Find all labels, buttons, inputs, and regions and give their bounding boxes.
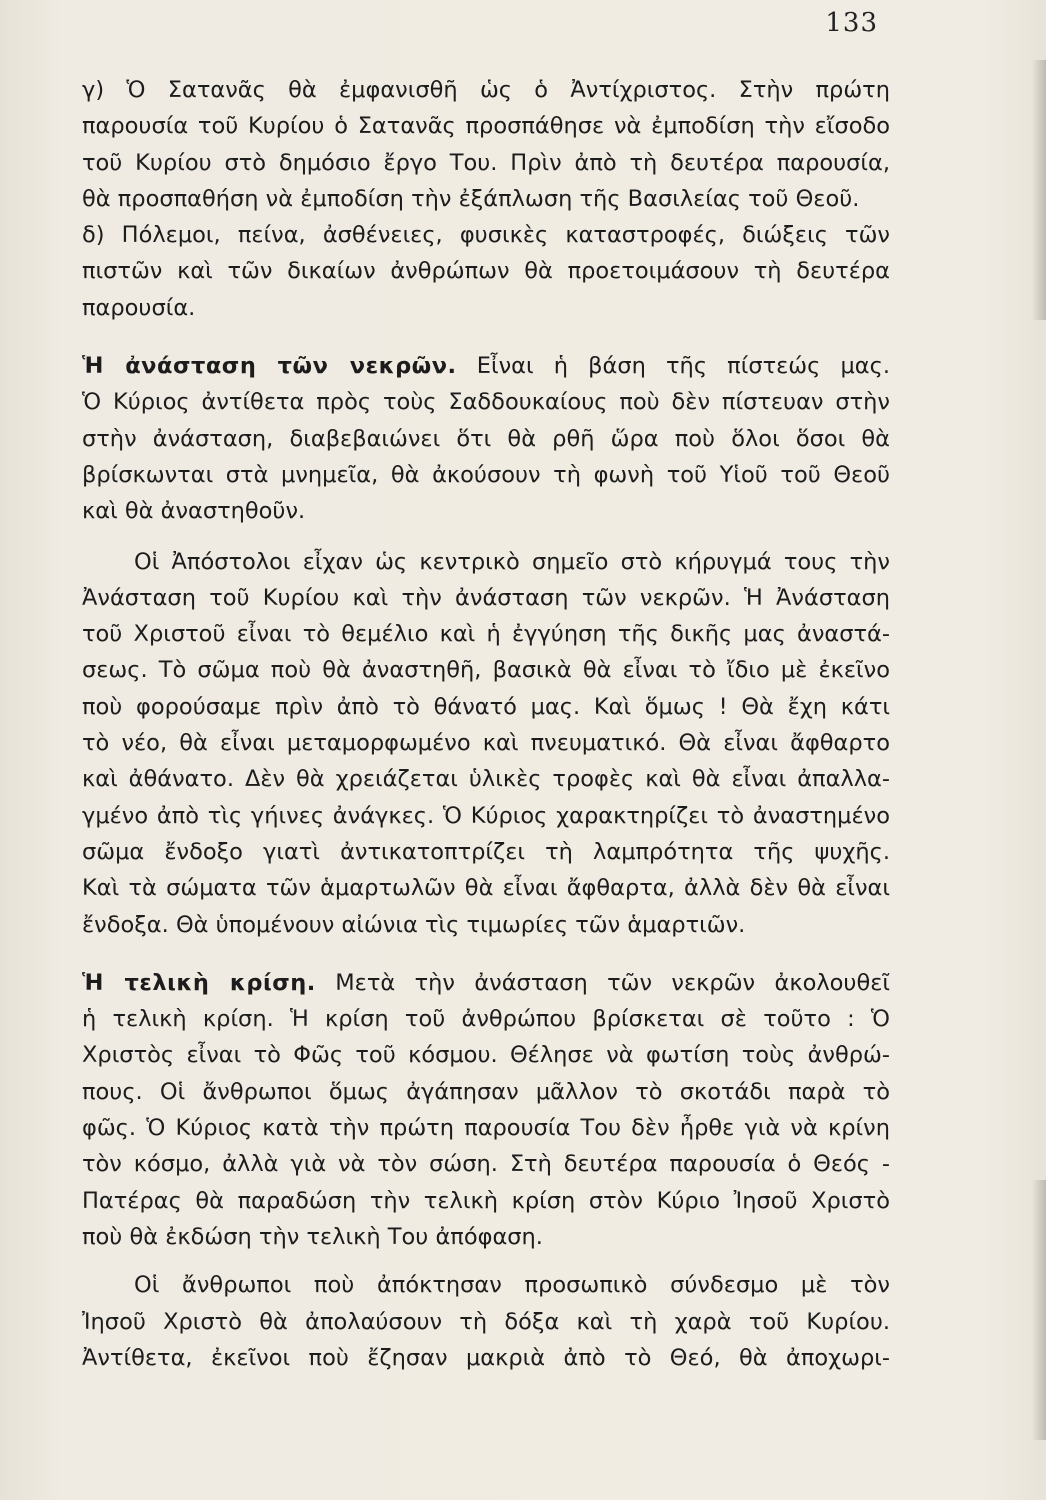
text-line bbox=[82, 965, 890, 1001]
paragraph bbox=[82, 348, 890, 529]
text-line: καὶ ἀθάνατο. Δὲν θὰ χρειάζεται ὑλικὲς τροφὲς καὶ θὰ εἶναι ἀπαλλα- bbox=[82, 766, 890, 793]
text-line: ἔνδοξα. Θὰ ὑπομένουν αἰώνια τὶς τιμωρίες τῶν ἁμαρτιῶν. bbox=[82, 911, 746, 938]
text-line: παρουσία τοῦ Κυρίου ὁ Σατανᾶς προσπάθησε νὰ ἐμποδίση τὴν εἴσοδο bbox=[82, 113, 890, 140]
text-line: σῶμα ἔνδοξο γιατὶ ἀντικατοπτρίζει τὴ λαμπρότητα τῆς ψυχῆς. bbox=[82, 838, 890, 865]
text-line: Ὁ Κύριος ἀντίθετα πρὸς τοὺς Σαδδουκαίους ποὺ δὲν πίστευαν στὴν bbox=[82, 389, 890, 416]
text-line: στὴν ἀνάσταση, διαβεβαιώνει ὅτι θὰ ρθῆ ὥρα ποὺ ὅλοι ὅσοι θὰ bbox=[82, 425, 890, 452]
section-heading-resurrection: Ἡ ἀνάσταση τῶν νεκρῶν. bbox=[82, 353, 457, 380]
text-line: βρίσκωνται στὰ μνημεῖα, θὰ ἀκούσουν τὴ φωνὴ τοῦ Υἱοῦ τοῦ Θεοῦ bbox=[82, 461, 890, 488]
text-line: Οἱ Ἀπόστολοι εἶχαν ὡς κεντρικὸ σημεῖο στὸ κήρυγμά τους τὴν bbox=[134, 548, 890, 575]
text-line: γμένο ἀπὸ τὶς γήινες ἀνάγκες. Ὁ Κύριος χαρακτηρίζει τὸ ἀναστημένο bbox=[82, 802, 890, 829]
paragraph bbox=[82, 544, 890, 943]
paragraph bbox=[82, 217, 890, 326]
text-line: καὶ θὰ ἀναστηθοῦν. bbox=[82, 498, 306, 525]
text-line: τὸ νέο, θὰ εἶναι μεταμορφωμένο καὶ πνευματικό. Θὰ εἶναι ἄφθαρτο bbox=[82, 730, 890, 757]
facing-page-bleed bbox=[1032, 1180, 1046, 1440]
paragraph bbox=[82, 1267, 890, 1376]
facing-page-bleed bbox=[1032, 60, 1046, 320]
text-line: ποὺ θὰ ἐκδώση τὴν τελικὴ Του ἀπόφαση. bbox=[82, 1223, 543, 1250]
heading-continuation: Μετὰ τὴν ἀνάσταση τῶν νεκρῶν ἀκολουθεῖ bbox=[335, 969, 890, 996]
text-line: ποὺ φορούσαμε πρὶν ἀπὸ τὸ θάνατό μας. Καὶ ὅμως ! Θὰ ἔχη κάτι bbox=[82, 693, 890, 720]
text-line: πους. Οἱ ἄνθρωποι ὅμως ἀγάπησαν μᾶλλον τὸ σκοτάδι παρὰ τὸ bbox=[82, 1078, 890, 1105]
text-line: ἡ τελικὴ κρίση. Ἡ κρίση τοῦ ἀνθρώπου βρίσκεται σὲ τοῦτο : Ὁ bbox=[82, 1006, 890, 1033]
section-heading-final-judgement: Ἡ τελικὴ κρίση. bbox=[82, 969, 316, 996]
text-line: Χριστὸς εἶναι τὸ Φῶς τοῦ κόσμου. Θέλησε νὰ φωτίση τοὺς ἀνθρώ- bbox=[82, 1042, 890, 1069]
text-line: Οἱ ἄνθρωποι ποὺ ἀπόκτησαν προσωπικὸ σύνδεσμο μὲ τὸν bbox=[134, 1272, 890, 1299]
text-line: Ἀνάσταση τοῦ Κυρίου καὶ τὴν ἀνάσταση τῶν νεκρῶν. Ἡ Ἀνάσταση bbox=[82, 584, 890, 611]
page-number: 133 bbox=[825, 8, 878, 38]
paragraph bbox=[82, 72, 890, 217]
text-line: σεως. Τὸ σῶμα ποὺ θὰ ἀναστηθῆ, βασικὰ θὰ εἶναι τὸ ἴδιο μὲ ἐκεῖνο bbox=[82, 657, 890, 684]
text-line: παρουσία. bbox=[82, 294, 196, 321]
text-line: πιστῶν καὶ τῶν δικαίων ἀνθρώπων θὰ προετοιμάσουν τὴ δευτέρα bbox=[82, 258, 890, 285]
text-line: Ἀντίθετα, ἐκεῖνοι ποὺ ἔζησαν μακριὰ ἀπὸ τὸ Θεό, θὰ ἀποχωρι- bbox=[82, 1344, 890, 1371]
text-line: τοῦ Κυρίου στὸ δημόσιο ἔργο Του. Πρὶν ἀπὸ τὴ δευτέρα παρουσία, bbox=[82, 149, 890, 176]
text-line: θὰ προσπαθήση νὰ ἐμποδίση τὴν ἐξάπλωση τῆς Βασιλείας τοῦ Θεοῦ. bbox=[82, 185, 860, 212]
paragraph bbox=[82, 965, 890, 1255]
text-line: γ) Ὁ Σατανᾶς θὰ ἐμφανισθῆ ὡς ὁ Ἀντίχριστος. Στὴν πρώτη bbox=[82, 77, 890, 103]
text-line: φῶς. Ὁ Κύριος κατὰ τὴν πρώτη παρουσία Του δὲν ἦρθε γιὰ νὰ κρίνη bbox=[82, 1115, 890, 1142]
text-line: Καὶ τὰ σώματα τῶν ἁμαρτωλῶν θὰ εἶναι ἄφθαρτα, ἀλλὰ δὲν θὰ εἶναι bbox=[82, 875, 890, 902]
text-line: Πατέρας θὰ παραδώση τὴν τελικὴ κρίση στὸν Κύριο Ἰησοῦ Χριστὸ bbox=[82, 1187, 890, 1214]
text-line: δ) Πόλεμοι, πείνα, ἀσθένειες, φυσικὲς καταστροφές, διώξεις τῶν bbox=[82, 222, 890, 249]
text-line: τὸν κόσμο, ἀλλὰ γιὰ νὰ τὸν σώση. Στὴ δευτέρα παρουσία ὁ Θεός - bbox=[82, 1151, 890, 1178]
body-text bbox=[82, 72, 890, 1376]
text-line bbox=[82, 348, 890, 384]
heading-continuation: Εἶναι ἡ βάση τῆς πίστεώς μας. bbox=[476, 353, 890, 380]
text-line: Ἰησοῦ Χριστὸ θὰ ἀπολαύσουν τὴ δόξα καὶ τὴ χαρὰ τοῦ Κυρίου. bbox=[82, 1308, 890, 1335]
text-line: τοῦ Χριστοῦ εἶναι τὸ θεμέλιο καὶ ἡ ἐγγύηση τῆς δικῆς μας ἀναστά- bbox=[82, 621, 890, 648]
